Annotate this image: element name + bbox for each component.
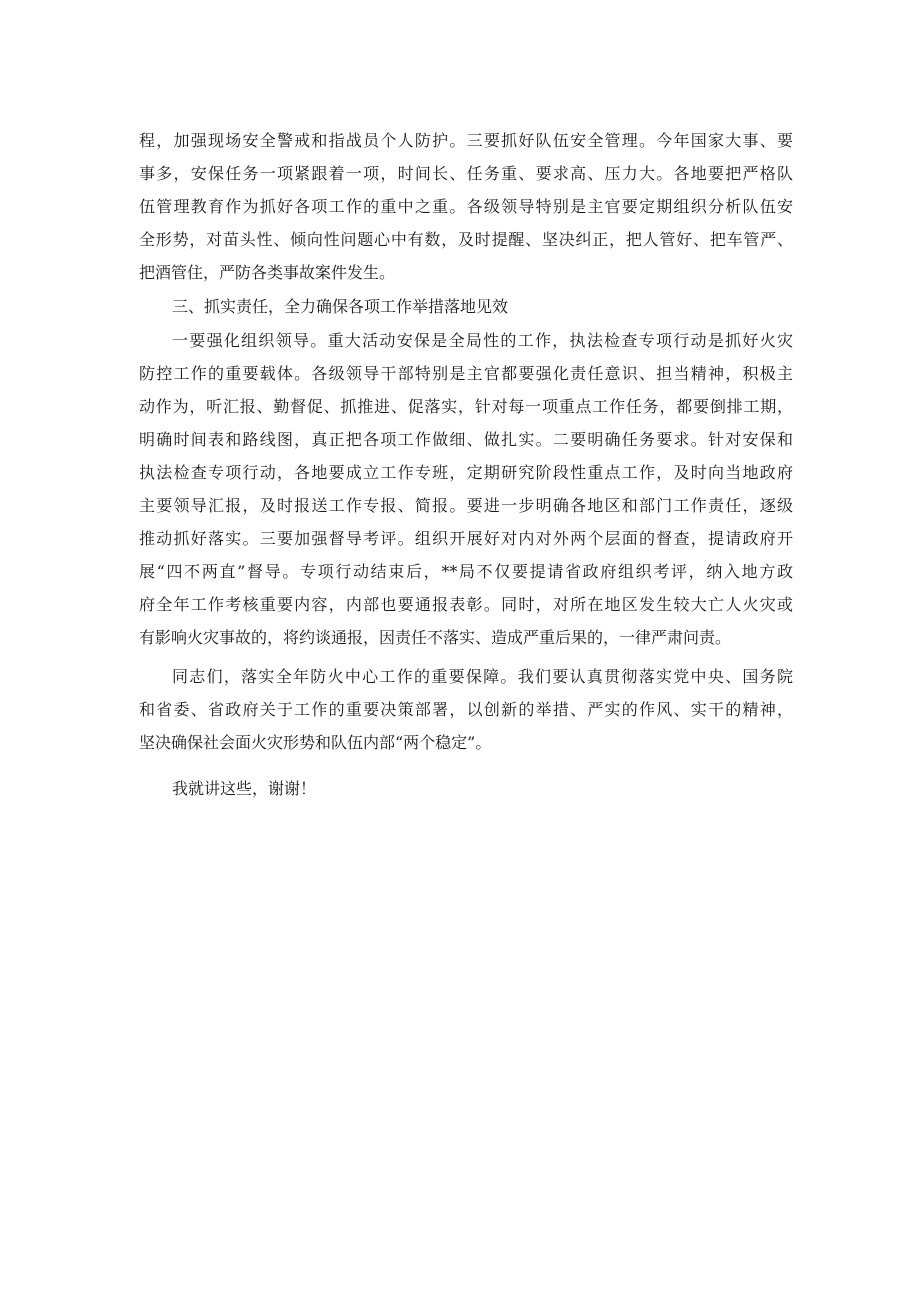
paragraph-line: 推动抓好落实。三要加强督导考评。组织开展好对内对外两个层面的督查，提请政府开 xyxy=(139,529,793,548)
paragraph-line: 有影响火灾事故的，将约谈通报，因责任不落实、造成严重后果的，一律严肃问责。 xyxy=(139,628,732,647)
paragraph-line: 展“四不两直”督导。专项行动结束后，**局不仅要提请省政府组织考评，纳入地方政 xyxy=(139,562,793,581)
paragraph-line: 同志们，落实全年防火中心工作的重要保障。我们要认真贯彻落实党中央、国务院 xyxy=(172,667,793,686)
paragraph-line: 伍管理教育作为抓好各项工作的重中之重。各级领导特别是主官要定期组织分析队伍安 xyxy=(139,197,793,216)
paragraph-line: 执法检查专项行动，各地要成立工作专班，定期研究阶段性重点工作，及时向当地政府 xyxy=(139,463,793,482)
paragraph-line: 一要强化组织领导。重大活动安保是全局性的工作，执法检查专项行动是抓好火灾 xyxy=(172,331,793,350)
paragraph-line: 事多，安保任务一项紧跟着一项，时间长、任务重、要求高、压力大。各地要把严格队 xyxy=(139,164,793,183)
paragraph-line: 和省委、省政府关于工作的重要决策部署，以创新的举措、严实的作风、实干的精神， xyxy=(139,700,793,719)
paragraph-line: 坚决确保社会面火灾形势和队伍内部“两个稳定”。 xyxy=(139,733,492,752)
paragraph-line: 防控工作的重要载体。各级领导干部特别是主官都要强化责任意识、担当精神，积极主 xyxy=(139,364,793,383)
paragraph-line: 主要领导汇报，及时报送工作专报、简报。要进一步明确各地区和部门工作责任，逐级 xyxy=(139,496,793,515)
paragraph-line: 府全年工作考核重要内容，内部也要通报表彰。同时，对所在地区发生较大亡人火灾或 xyxy=(139,595,793,614)
section-heading: 三、抓实责任，全力确保各项工作举措落地见效 xyxy=(172,297,509,316)
paragraph-line: 动作为，听汇报、勤督促、抓推进、促落实，针对每一项重点工作任务，都要倒排工期， xyxy=(139,397,793,416)
paragraph-line: 把酒管住，严防各类事故案件发生。 xyxy=(139,263,396,282)
closing-line: 我就讲这些，谢谢！ xyxy=(172,779,317,798)
paragraph-line: 程，加强现场安全警戒和指战员个人防护。三要抓好队伍安全管理。今年国家大事、要 xyxy=(139,131,793,150)
paragraph-line: 全形势，对苗头性、倾向性问题心中有数，及时提醒、坚决纠正，把人管好、把车管严、 xyxy=(139,230,793,249)
paragraph-line: 明确时间表和路线图，真正把各项工作做细、做扎实。二要明确任务要求。针对安保和 xyxy=(139,430,793,449)
